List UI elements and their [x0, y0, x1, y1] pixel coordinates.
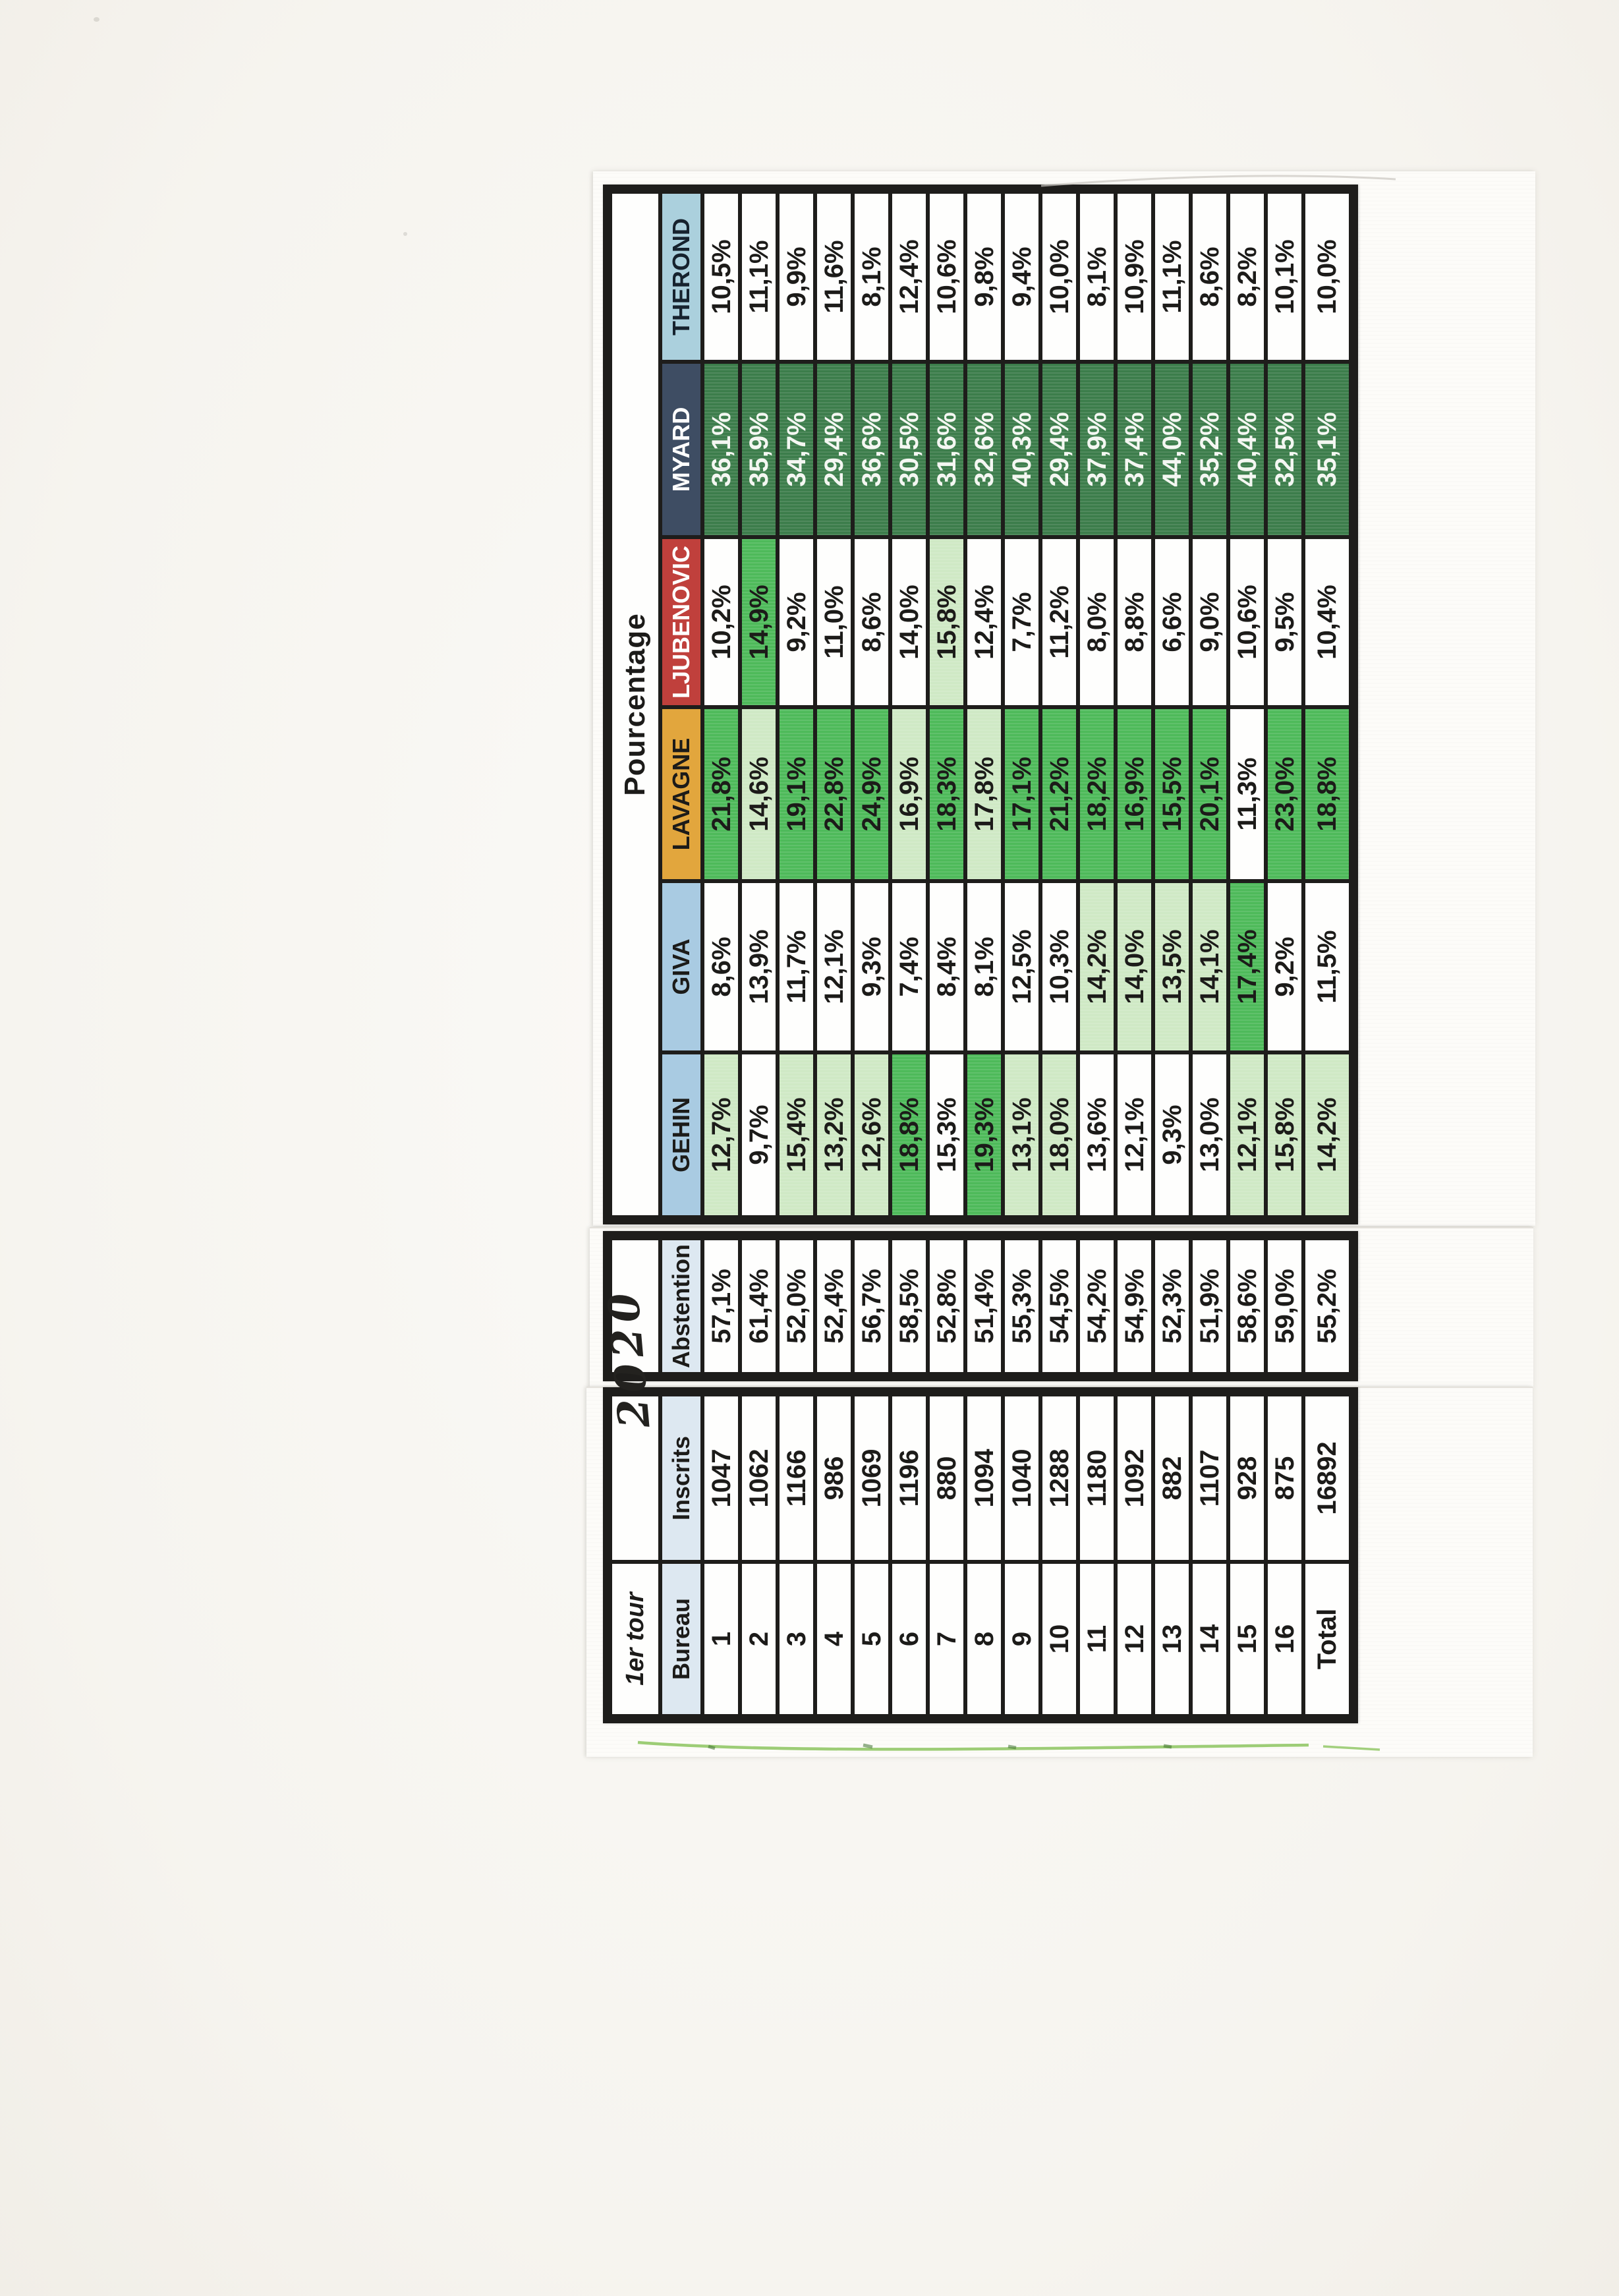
cell-b10-abstention: 54,5% — [1042, 1240, 1076, 1372]
cell-b2-abstention: 61,4% — [742, 1240, 776, 1372]
cell-b2-inscrits: 1062 — [742, 1396, 776, 1560]
cell-b16-therond: 10,1% — [1268, 194, 1301, 360]
cell-b10-lavagne: 21,2% — [1042, 709, 1076, 879]
cell-b8-bureau: 8 — [967, 1564, 1001, 1714]
cell-b16-giva: 9,2% — [1268, 883, 1301, 1050]
cell-b1-ljubenovic: 10,2% — [704, 539, 738, 705]
cell-b6-myard: 30,5% — [892, 364, 926, 535]
cell-b15-therond: 8,2% — [1230, 194, 1264, 360]
cell-b14-gehin: 13,0% — [1193, 1054, 1226, 1215]
cell-b9-giva: 12,5% — [1005, 883, 1038, 1050]
cell-b8-giva: 8,1% — [967, 883, 1001, 1050]
cell-b8-ljubenovic: 12,4% — [967, 539, 1001, 705]
cell-b16-ljubenovic: 9,5% — [1268, 539, 1301, 705]
cell-b4-lavagne: 22,8% — [817, 709, 851, 879]
cell-b9-abstention: 55,3% — [1005, 1240, 1038, 1372]
cell-b1-lavagne: 21,8% — [704, 709, 738, 879]
cell-b15-abstention: 58,6% — [1230, 1240, 1264, 1372]
cell-b10-bureau: 10 — [1042, 1564, 1076, 1714]
cell-b13-ljubenovic: 6,6% — [1155, 539, 1189, 705]
cell-b9-gehin: 13,1% — [1005, 1054, 1038, 1215]
cell-b1-bureau: 1 — [704, 1564, 738, 1714]
cell-b6-lavagne: 16,9% — [892, 709, 926, 879]
cell-b13-myard: 44,0% — [1155, 364, 1189, 535]
scan-speck — [94, 17, 99, 22]
cell-b12-myard: 37,4% — [1118, 364, 1151, 535]
cell-b9-myard: 40,3% — [1005, 364, 1038, 535]
cell-b9-inscrits: 1040 — [1005, 1396, 1038, 1560]
cell-b12-gehin: 12,1% — [1118, 1054, 1151, 1215]
cell-b14-myard: 35,2% — [1193, 364, 1226, 535]
cell-b12-inscrits: 1092 — [1118, 1396, 1151, 1560]
cell-b7-lavagne: 18,3% — [930, 709, 963, 879]
cell-b13-giva: 13,5% — [1155, 883, 1189, 1050]
cell-b6-therond: 12,4% — [892, 194, 926, 360]
cell-b13-bureau: 13 — [1155, 1564, 1189, 1714]
col-header-inscrits: Inscrits — [662, 1396, 700, 1560]
cell-b10-giva: 10,3% — [1042, 883, 1076, 1050]
cell-b8-myard: 32,6% — [967, 364, 1001, 535]
cell-b5-myard: 36,6% — [855, 364, 888, 535]
total-inscrits: 16892 — [1305, 1396, 1349, 1560]
handwritten-year: 2020 — [598, 1285, 660, 1430]
cell-b14-giva: 14,1% — [1193, 883, 1226, 1050]
col-header-myard: MYARD — [662, 364, 700, 535]
cell-b4-ljubenovic: 11,0% — [817, 539, 851, 705]
pourcentage-label: Pourcentage — [612, 194, 658, 1215]
cell-b14-therond: 8,6% — [1193, 194, 1226, 360]
cell-b11-giva: 14,2% — [1080, 883, 1114, 1050]
cell-b3-therond: 9,9% — [780, 194, 813, 360]
cell-b2-giva: 13,9% — [742, 883, 776, 1050]
cell-b11-myard: 37,9% — [1080, 364, 1114, 535]
cell-b14-ljubenovic: 9,0% — [1193, 539, 1226, 705]
cell-b5-inscrits: 1069 — [855, 1396, 888, 1560]
cell-b16-gehin: 15,8% — [1268, 1054, 1301, 1215]
cell-b2-gehin: 9,7% — [742, 1054, 776, 1215]
total-bureau: Total — [1305, 1564, 1349, 1714]
cell-b15-bureau: 15 — [1230, 1564, 1264, 1714]
cell-b5-lavagne: 24,9% — [855, 709, 888, 879]
cell-b16-lavagne: 23,0% — [1268, 709, 1301, 879]
cell-b14-bureau: 14 — [1193, 1564, 1226, 1714]
cell-b3-lavagne: 19,1% — [780, 709, 813, 879]
cell-b5-ljubenovic: 8,6% — [855, 539, 888, 705]
cell-b7-myard: 31,6% — [930, 364, 963, 535]
cell-b9-therond: 9,4% — [1005, 194, 1038, 360]
cell-b13-lavagne: 15,5% — [1155, 709, 1189, 879]
cell-b9-bureau: 9 — [1005, 1564, 1038, 1714]
cell-b5-therond: 8,1% — [855, 194, 888, 360]
total-myard: 35,1% — [1305, 364, 1349, 535]
cell-b6-inscrits: 1196 — [892, 1396, 926, 1560]
cell-b1-giva: 8,6% — [704, 883, 738, 1050]
col-header-giva: GIVA — [662, 883, 700, 1050]
total-giva: 11,5% — [1305, 883, 1349, 1050]
cell-b1-inscrits: 1047 — [704, 1396, 738, 1560]
cell-b16-myard: 32,5% — [1268, 364, 1301, 535]
cell-b6-abstention: 58,5% — [892, 1240, 926, 1372]
cell-b13-therond: 11,1% — [1155, 194, 1189, 360]
cell-b3-giva: 11,7% — [780, 883, 813, 1050]
cell-b5-abstention: 56,7% — [855, 1240, 888, 1372]
cell-b8-therond: 9,8% — [967, 194, 1001, 360]
cell-b5-bureau: 5 — [855, 1564, 888, 1714]
cell-b3-abstention: 52,0% — [780, 1240, 813, 1372]
table-section-abstention — [603, 1231, 1358, 1381]
cell-b7-giva: 8,4% — [930, 883, 963, 1050]
cell-b9-ljubenovic: 7,7% — [1005, 539, 1038, 705]
cell-b4-therond: 11,6% — [817, 194, 851, 360]
cell-b10-myard: 29,4% — [1042, 364, 1076, 535]
table-section-bureau-inscrits — [603, 1387, 1358, 1723]
cell-b15-lavagne: 11,3% — [1230, 709, 1264, 879]
cell-b11-inscrits: 1180 — [1080, 1396, 1114, 1560]
cell-b10-inscrits: 1288 — [1042, 1396, 1076, 1560]
cell-b15-inscrits: 928 — [1230, 1396, 1264, 1560]
cell-b8-inscrits: 1094 — [967, 1396, 1001, 1560]
rotated-results-table — [598, 181, 1361, 1723]
cell-b13-inscrits: 882 — [1155, 1396, 1189, 1560]
cell-b12-therond: 10,9% — [1118, 194, 1151, 360]
cell-b12-abstention: 54,9% — [1118, 1240, 1151, 1372]
total-lavagne: 18,8% — [1305, 709, 1349, 879]
total-gehin: 14,2% — [1305, 1054, 1349, 1215]
cell-b2-therond: 11,1% — [742, 194, 776, 360]
scan-speck — [403, 232, 407, 236]
round-label: 1er tour — [612, 1564, 658, 1714]
cell-b3-inscrits: 1166 — [780, 1396, 813, 1560]
cell-b16-inscrits: 875 — [1268, 1396, 1301, 1560]
cell-b15-myard: 40,4% — [1230, 364, 1264, 535]
cell-b2-lavagne: 14,6% — [742, 709, 776, 879]
cell-b5-gehin: 12,6% — [855, 1054, 888, 1215]
col-header-bureau: Bureau — [662, 1564, 700, 1714]
table-section-pourcentage — [603, 185, 1358, 1224]
cell-b4-inscrits: 986 — [817, 1396, 851, 1560]
cell-b15-gehin: 12,1% — [1230, 1054, 1264, 1215]
cell-b12-bureau: 12 — [1118, 1564, 1151, 1714]
cell-b4-gehin: 13,2% — [817, 1054, 851, 1215]
cell-b11-lavagne: 18,2% — [1080, 709, 1114, 879]
cell-b2-myard: 35,9% — [742, 364, 776, 535]
cell-b11-gehin: 13,6% — [1080, 1054, 1114, 1215]
cell-b7-therond: 10,6% — [930, 194, 963, 360]
cell-b2-bureau: 2 — [742, 1564, 776, 1714]
cell-b12-giva: 14,0% — [1118, 883, 1151, 1050]
cell-b11-therond: 8,1% — [1080, 194, 1114, 360]
cell-b1-myard: 36,1% — [704, 364, 738, 535]
cell-b14-inscrits: 1107 — [1193, 1396, 1226, 1560]
cell-b6-gehin: 18,8% — [892, 1054, 926, 1215]
cell-b1-gehin: 12,7% — [704, 1054, 738, 1215]
cell-b11-bureau: 11 — [1080, 1564, 1114, 1714]
cell-b1-abstention: 57,1% — [704, 1240, 738, 1372]
cell-b8-abstention: 51,4% — [967, 1240, 1001, 1372]
cell-b15-ljubenovic: 10,6% — [1230, 539, 1264, 705]
total-ljubenovic: 10,4% — [1305, 539, 1349, 705]
cell-b3-bureau: 3 — [780, 1564, 813, 1714]
cell-b6-giva: 7,4% — [892, 883, 926, 1050]
total-therond: 10,0% — [1305, 194, 1349, 360]
cell-b4-giva: 12,1% — [817, 883, 851, 1050]
cell-b11-ljubenovic: 8,0% — [1080, 539, 1114, 705]
cell-b4-abstention: 52,4% — [817, 1240, 851, 1372]
cell-b10-therond: 10,0% — [1042, 194, 1076, 360]
cell-b7-gehin: 15,3% — [930, 1054, 963, 1215]
col-header-therond: THEROND — [662, 194, 700, 360]
cell-b13-gehin: 9,3% — [1155, 1054, 1189, 1215]
cell-b7-inscrits: 880 — [930, 1396, 963, 1560]
cell-b7-ljubenovic: 15,8% — [930, 539, 963, 705]
cell-b2-ljubenovic: 14,9% — [742, 539, 776, 705]
cell-b13-abstention: 52,3% — [1155, 1240, 1189, 1372]
cell-b7-bureau: 7 — [930, 1564, 963, 1714]
cell-b11-abstention: 54,2% — [1080, 1240, 1114, 1372]
cell-b10-ljubenovic: 11,2% — [1042, 539, 1076, 705]
col-header-ljubenovic: LJUBENOVIC — [662, 539, 700, 705]
cell-b16-bureau: 16 — [1268, 1564, 1301, 1714]
cell-b14-lavagne: 20,1% — [1193, 709, 1226, 879]
cell-b3-myard: 34,7% — [780, 364, 813, 535]
cell-b8-gehin: 19,3% — [967, 1054, 1001, 1215]
cell-b3-ljubenovic: 9,2% — [780, 539, 813, 705]
cell-b14-abstention: 51,9% — [1193, 1240, 1226, 1372]
cell-b6-ljubenovic: 14,0% — [892, 539, 926, 705]
cell-b15-giva: 17,4% — [1230, 883, 1264, 1050]
total-abstention: 55,2% — [1305, 1240, 1349, 1372]
cell-b6-bureau: 6 — [892, 1564, 926, 1714]
cell-b10-gehin: 18,0% — [1042, 1054, 1076, 1215]
cell-b7-abstention: 52,8% — [930, 1240, 963, 1372]
col-header-abstention: Abstention — [662, 1240, 700, 1372]
cell-b16-abstention: 59,0% — [1268, 1240, 1301, 1372]
cell-b1-therond: 10,5% — [704, 194, 738, 360]
cell-b3-gehin: 15,4% — [780, 1054, 813, 1215]
cell-b9-lavagne: 17,1% — [1005, 709, 1038, 879]
cell-b4-bureau: 4 — [817, 1564, 851, 1714]
cell-b12-lavagne: 16,9% — [1118, 709, 1151, 879]
cell-b12-ljubenovic: 8,8% — [1118, 539, 1151, 705]
col-header-gehin: GEHIN — [662, 1054, 700, 1215]
col-header-lavagne: LAVAGNE — [662, 709, 700, 879]
cell-b8-lavagne: 17,8% — [967, 709, 1001, 879]
cell-b5-giva: 9,3% — [855, 883, 888, 1050]
cell-b4-myard: 29,4% — [817, 364, 851, 535]
